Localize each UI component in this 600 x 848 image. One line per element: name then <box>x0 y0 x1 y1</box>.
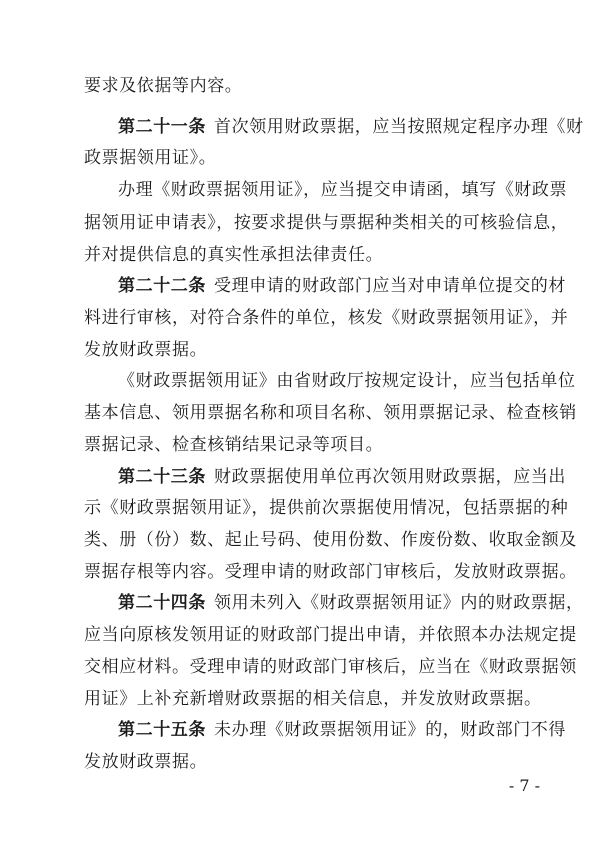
text-line: 应当向原核发领用证的财政部门提出申请，并依照本办法规定提 <box>84 625 577 645</box>
text-line: 首次领用财政票据，应当按照规定程序办理《财 <box>214 117 584 137</box>
article-22-line <box>118 275 566 297</box>
text-line: 领用未列入《财政票据领用证》内的财政票据， <box>214 593 584 613</box>
article-25-line <box>118 719 566 741</box>
text-line: 类、册（份）数、起止号码、使用份数、作废份数、收取金额及 <box>84 530 577 550</box>
text-line: 用证》上补充新增财政票据的相关信息，并发放财政票据。 <box>84 689 542 709</box>
text-line: 发放财政票据。 <box>84 340 208 360</box>
text-line: 交相应材料。受理申请的财政部门审核后，应当在《财政票据领 <box>84 657 577 677</box>
text-line: 据领用证申请表》，按要求提供与票据种类相关的可核验信息， <box>84 213 569 233</box>
text-line: 示《财政票据领用证》，提供前次票据使用情况，包括票据的种 <box>84 498 569 518</box>
text-line: 未办理《财政票据领用证》的，财政部门不得 <box>214 720 566 740</box>
text-line: 财政票据使用单位再次领用财政票据，应当出 <box>214 467 566 487</box>
article-number: 第二十五条 <box>118 720 206 740</box>
text-line: 基本信息、领用票据名称和项目名称、领用票据记录、检查核销 <box>84 403 577 423</box>
article-number: 第二十一条 <box>118 117 206 137</box>
text-line: 发放财政票据。 <box>84 752 208 772</box>
text-line: 办理《财政票据领用证》，应当提交申请函，填写《财政票 <box>118 180 568 200</box>
article-24-line <box>118 592 584 614</box>
text-line: 票据存根等内容。受理申请的财政部门审核后，发放财政票据。 <box>84 562 577 582</box>
article-number: 第二十四条 <box>118 593 206 613</box>
text-line: 并对提供信息的真实性承担法律责任。 <box>84 245 384 265</box>
text-line: 受理申请的财政部门应当对申请单位提交的材 <box>214 276 566 296</box>
text-line: 料进行审核，对符合条件的单位，核发《财政票据领用证》，并 <box>84 308 569 328</box>
text-line: 政票据领用证》。 <box>84 148 217 168</box>
article-23-line <box>118 466 566 488</box>
text-line: 《财政票据领用证》由省财政厅按规定设计，应当包括单位 <box>118 371 576 391</box>
article-21-line <box>118 116 584 138</box>
text-line: 票据记录、检查核销结果记录等项目。 <box>84 435 384 455</box>
page-number: - 7 - <box>508 776 540 795</box>
text-line: 要求及依据等内容。 <box>84 76 243 96</box>
article-number: 第二十二条 <box>118 276 206 296</box>
article-number: 第二十三条 <box>118 467 206 487</box>
